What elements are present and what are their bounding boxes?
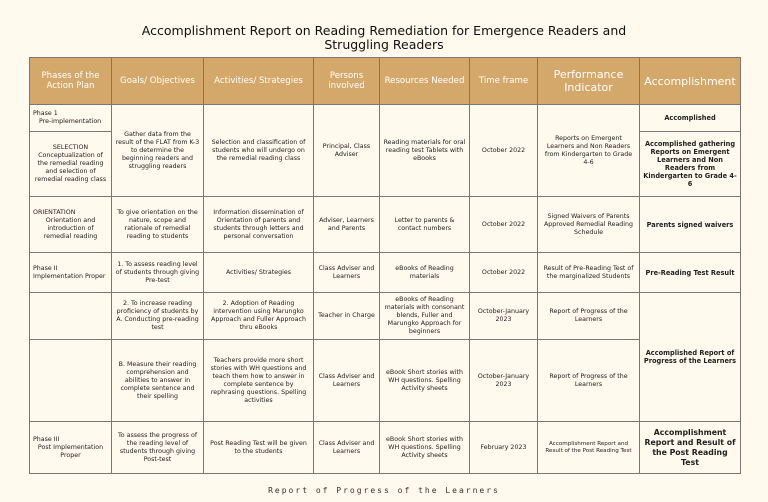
indicator-cell: Result of Pre-Reading Test of the marginalized Students [538, 253, 640, 293]
persons-cell: Principal, Class Adviser [314, 105, 380, 197]
accomplishment-cell: Pre-Reading Test Result [640, 253, 741, 293]
phase-cell [30, 253, 112, 293]
activity-cell: Information dissemination of Orientation of parents and students through letters and personal conversation [204, 197, 314, 253]
table-row [30, 293, 741, 340]
report-title [0, 24, 768, 52]
accomplishment-cell: Accomplished [640, 105, 741, 132]
header-activities: Activities/ Strategies [204, 58, 314, 105]
phase-sub: Implementation Proper [33, 272, 106, 280]
resources-cell: eBooks of Reading materials with consonant blends, Fuller and Marungko Approach for beginners [380, 293, 470, 340]
header-row [30, 58, 741, 105]
phase-sub: Orientation and introduction of remedial reading [43, 216, 98, 240]
persons-cell: Teacher in Charge [314, 293, 380, 340]
resources-cell: Reading materials for oral reading test Tablets with eBooks [380, 105, 470, 197]
table-row [30, 197, 741, 253]
accomplishment-cell: Parents signed waivers [640, 197, 741, 253]
indicator-cell: Report of Progress of the Learners [538, 340, 640, 422]
footer-caption: Report of Progress of the Learners [268, 486, 500, 495]
header-goals: Goals/ Objectives [112, 58, 204, 105]
persons-cell: Class Adviser and Learners [314, 340, 380, 422]
phase-cell [30, 132, 112, 197]
persons-cell: Adviser, Learners and Parents [314, 197, 380, 253]
header-resources: Resources Needed [380, 58, 470, 105]
phase-label: ORIENTATION [33, 208, 76, 216]
indicator-cell: Signed Waivers of Parents Approved Remedial Reading Schedule [538, 197, 640, 253]
phase-label: Phase III [33, 435, 60, 443]
indicator-cell: Reports on Emergent Learners and Non Readers from Kindergarten to Grade 4-6 [538, 105, 640, 197]
header-timeframe: Time frame [470, 58, 538, 105]
title-line-1: Accomplishment Report on Reading Remediation for Emergence Readers and [141, 23, 627, 38]
accomplishment-cell: Accomplishment Report and Result of the Post Reading Test [640, 422, 741, 474]
indicator-cell: Report of Progress of the Learners [538, 293, 640, 340]
goal-cell: To give orientation on the nature, scope and rationale of remedial reading to students [112, 197, 204, 253]
accomplishment-cell: Accomplished Report of Progress of the Learners [640, 293, 741, 422]
phase-label: SELECTION [52, 144, 89, 151]
activity-cell: Teachers provide more short stories with WH questions and teach them how to answer in complete sentence by rephrasing questions. Spelling activities [204, 340, 314, 422]
resources-cell: eBook Short stories with WH questions. Spelling Activity sheets [380, 340, 470, 422]
persons-cell: Class Adviser and Learners [314, 253, 380, 293]
phase-sub: Pre-implementation [39, 118, 102, 125]
goal-cell: To assess the progress of the reading level of students through giving Post-test [112, 422, 204, 474]
phase-label: Phase II [33, 264, 58, 272]
phase-cell [30, 340, 112, 422]
phase-cell [30, 293, 112, 340]
phase-cell [30, 422, 112, 474]
goal-cell: Gather data from the result of the FLAT from K-3 to determine the beginning readers and struggling readers [112, 105, 204, 197]
header-indicator: Performance Indicator [538, 58, 640, 105]
timeframe-cell: February 2023 [470, 422, 538, 474]
phase-sub: Post Implementation Proper [37, 443, 104, 459]
resources-cell: Letter to parents & contact numbers [380, 197, 470, 253]
activity-cell: 2. Adoption of Reading intervention using Marungko Approach and Fuller Approach thru eBooks [204, 293, 314, 340]
indicator-cell: Accomplishment Report and Result of the Post Reading Test [538, 422, 640, 474]
timeframe-cell: October 2022 [470, 253, 538, 293]
activity-cell: Post Reading Test will be given to the students [204, 422, 314, 474]
resources-cell: eBooks of Reading materials [380, 253, 470, 293]
timeframe-cell: October 2022 [470, 105, 538, 197]
persons-cell: Class Adviser and Learners [314, 422, 380, 474]
timeframe-cell: October-January 2023 [470, 293, 538, 340]
phase-sub: Conceptualization of the remedial reading and selection of remedial reading class [34, 152, 107, 183]
table-row [30, 105, 741, 132]
table-row [30, 340, 741, 422]
phase-label: Phase 1 [33, 110, 58, 117]
resources-cell: eBook Short stories with WH questions. Spelling Activity sheets [380, 422, 470, 474]
table-row [30, 422, 741, 474]
title-line-2: Struggling Readers [324, 37, 444, 52]
table-row [30, 253, 741, 293]
goal-cell: B. Measure their reading comprehension and abilities to answer in complete sentence and their spelling [112, 340, 204, 422]
phase-cell [30, 105, 112, 132]
action-plan-table [29, 57, 741, 474]
activity-cell: Selection and classification of students who will undergo on the remedial reading class [204, 105, 314, 197]
timeframe-cell: October-January 2023 [470, 340, 538, 422]
phase-cell [30, 197, 112, 253]
accomplishment-cell: Accomplished gathering Reports on Emergent Learners and Non Readers from Kindergarten to Grade 4-6 [640, 132, 741, 197]
activity-cell: Activities/ Strategies [204, 253, 314, 293]
timeframe-cell: October 2022 [470, 197, 538, 253]
goal-cell: 1. To assess reading level of students through giving Pre-test [112, 253, 204, 293]
header-persons: Persons involved [314, 58, 380, 105]
goal-cell: 2. To increase reading proficiency of students by A. Conducting pre-reading test [112, 293, 204, 340]
header-accomplishment: Accomplishment [640, 58, 741, 105]
header-phases: Phases of the Action Plan [30, 58, 112, 105]
